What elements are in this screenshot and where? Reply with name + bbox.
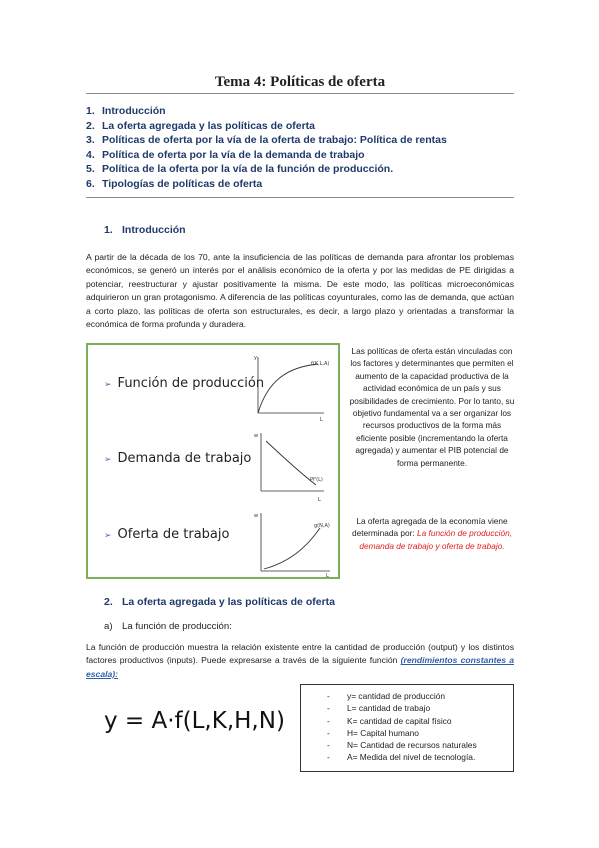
subsection-number: a) xyxy=(104,621,113,632)
legend-text: L= cantidad de trabajo xyxy=(347,703,431,714)
subsection-heading-funcion-produccion xyxy=(104,621,232,632)
section-number: 2. xyxy=(104,596,113,608)
figure-box xyxy=(86,343,340,579)
section-title: La oferta agregada y las políticas de oferta xyxy=(122,596,335,608)
legend-item xyxy=(327,690,513,702)
toc-text: Política de oferta por la vía de la demanda de trabajo xyxy=(102,148,365,161)
figure-item-label: Demanda de trabajo xyxy=(117,451,252,466)
production-function-graph xyxy=(254,355,329,423)
legend-text: y= cantidad de producción xyxy=(347,691,446,701)
toc-item xyxy=(86,119,447,134)
legend-dash: - xyxy=(327,752,330,763)
intro-paragraph: A partir de la década de los 70, ante la insuficiencia de las políticas de demanda para afrontar los problemas económicos, se generó un interés por el análisis económico de la oferta y por las medidas de PE dirigidas a potenciar, reestructurar y ajustar positivamente la misma. De este modo, las políticas microeconómicas adquirieron un gran protagonismo. A diferencia de las políticas coyunturales, como las de demanda, que actúan a corto plazo, las políticas de oferta son estructurales, es decir, a largo plazo y orientadas a transformar la económica de forma profunda y duradera. xyxy=(86,252,514,330)
legend-item xyxy=(327,727,513,739)
side-text: Las políticas de oferta están vinculadas con los factores y determinantes que permiten el aumento de la capacidad productiva de la actividad económica de un país y sus posibilidades de crecimiento. Por lo tanto, su objetivo fundamental va a ser organizar los recursos productivos de la forma más eficiente posible (incrementando la oferta agregada) y aumentar el PIB potencial de forma permanente. xyxy=(349,346,515,468)
side-text2-prefix: La oferta agregada de la economía viene determinada por: xyxy=(351,516,508,539)
figure-item-label: Oferta de trabajo xyxy=(117,527,230,542)
table-of-contents xyxy=(86,104,447,192)
legend-dash: - xyxy=(327,703,330,714)
legend-item xyxy=(327,751,513,763)
toc-text: Tipologías de políticas de oferta xyxy=(102,177,263,190)
section-number: 1. xyxy=(104,224,113,236)
labour-supply-graph xyxy=(254,513,330,577)
legend-item xyxy=(327,702,513,714)
legend-dash: - xyxy=(327,715,330,726)
curve-label: Pf'(L) xyxy=(310,477,323,483)
subsection-title: La función de producción: xyxy=(122,621,232,632)
curve-label: f(K,L,A) xyxy=(311,361,330,367)
arrow-bullet-icon: ➢ xyxy=(104,531,112,541)
production-paragraph-text: La función de producción muestra la relación existente entre la cantidad de producción (output) y los distintos factores productivos (inputs). Puede expresarse a través de la siguiente función xyxy=(86,642,514,666)
axis-label-y: w xyxy=(254,433,259,439)
toc-rule xyxy=(86,197,514,198)
variable-legend-box xyxy=(300,684,514,772)
legend-text: A= Medida del nivel de tecnología. xyxy=(347,752,476,763)
document-title: Tema 4: Políticas de oferta xyxy=(214,74,386,90)
toc-text: Introducción xyxy=(102,105,166,117)
toc-item xyxy=(86,177,447,192)
axis-label-y: y xyxy=(254,355,257,361)
section-title: Introducción xyxy=(122,224,186,236)
toc-item xyxy=(86,162,447,177)
arrow-bullet-icon: ➢ xyxy=(104,455,112,465)
toc-item xyxy=(86,104,447,119)
side-text2-highlight: La función de producción, demanda de trabajo y oferta de trabajo xyxy=(359,528,513,551)
legend-item xyxy=(327,715,513,727)
legend-item xyxy=(327,739,513,751)
toc-number: 4. xyxy=(86,148,95,161)
legend-dash: - xyxy=(327,727,330,738)
section-heading-oferta-agregada xyxy=(104,596,335,608)
title-rule xyxy=(86,93,514,94)
toc-number: 2. xyxy=(86,119,95,132)
legend-text: N= Cantidad de recursos naturales xyxy=(347,740,477,751)
legend-dash: - xyxy=(327,691,330,701)
section-heading-introduccion xyxy=(104,224,186,236)
toc-number: 5. xyxy=(86,163,95,176)
axis-label-x: L xyxy=(326,573,329,577)
legend-text: H= Capital humano xyxy=(347,727,419,738)
toc-number: 1. xyxy=(86,105,95,117)
curve-label: g(N,A) xyxy=(314,523,330,529)
labour-demand-graph xyxy=(254,433,324,503)
axis-label-x: L xyxy=(318,497,321,503)
figure-graphs xyxy=(88,345,338,577)
constant-returns-link[interactable]: (rendimientos constantes a escala): xyxy=(86,655,514,679)
toc-text: La oferta agregada y las políticas de oferta xyxy=(102,119,315,132)
side-text-aggregate-supply xyxy=(348,515,516,552)
toc-number: 6. xyxy=(86,177,95,190)
legend-text: K= cantidad de capital físico xyxy=(347,715,452,726)
production-paragraph xyxy=(86,641,514,681)
arrow-bullet-icon: ➢ xyxy=(104,380,112,390)
toc-text: Políticas de oferta por la vía de la oferta de trabajo: Política de rentas xyxy=(102,134,447,147)
toc-number: 3. xyxy=(86,134,95,147)
axis-label-y: w xyxy=(254,513,259,519)
toc-text: Política de la oferta por la vía de la función de producción. xyxy=(102,163,394,176)
figure-item-label: Función de producción xyxy=(117,376,265,391)
legend-dash: - xyxy=(327,740,330,751)
production-formula: y = A·f(L,K,H,N) xyxy=(104,708,285,734)
toc-item xyxy=(86,148,447,163)
axis-label-x: L xyxy=(320,417,323,423)
side-text2-suffix: . xyxy=(502,540,505,551)
toc-item xyxy=(86,133,447,148)
